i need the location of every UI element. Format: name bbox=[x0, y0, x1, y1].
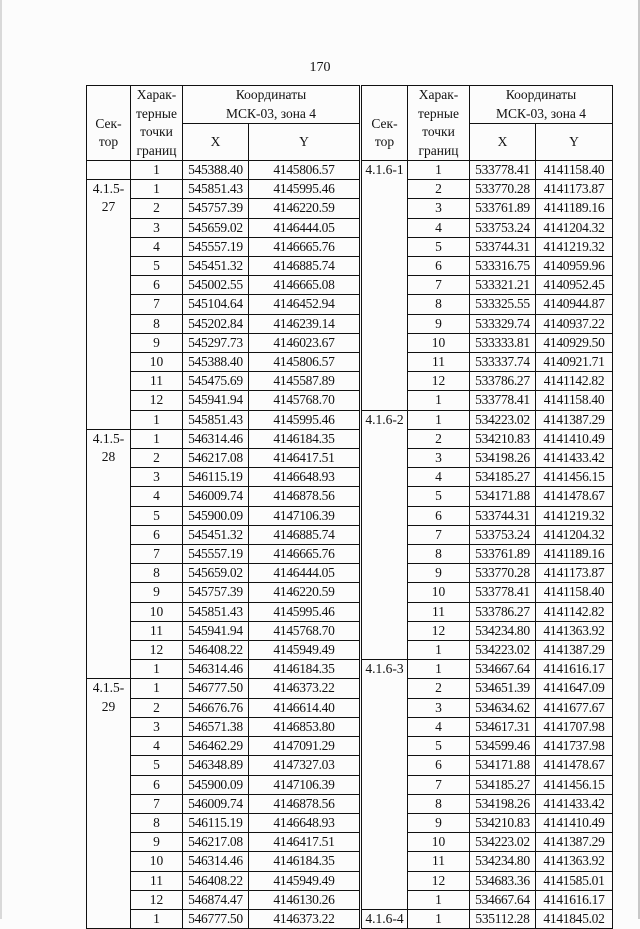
point-number-cell: 12 bbox=[131, 641, 183, 660]
x-coordinate-cell: 546571.38 bbox=[183, 717, 249, 736]
y-coordinate-cell: 4146878.56 bbox=[249, 794, 360, 813]
x-coordinate-cell: 545475.69 bbox=[183, 372, 249, 391]
point-number-cell: 7 bbox=[408, 775, 470, 794]
coordinates-table-right bbox=[361, 85, 613, 929]
point-number-cell: 2 bbox=[131, 199, 183, 218]
x-coordinate-cell: 546462.29 bbox=[183, 737, 249, 756]
point-number-cell: 12 bbox=[131, 391, 183, 410]
point-number-cell: 6 bbox=[131, 775, 183, 794]
x-coordinate-cell: 546408.22 bbox=[183, 871, 249, 890]
x-coordinate-cell: 545659.02 bbox=[183, 218, 249, 237]
point-number-cell: 1 bbox=[131, 410, 183, 429]
sector-header bbox=[87, 86, 131, 161]
y-coordinate-cell: 4141456.15 bbox=[536, 775, 613, 794]
x-coordinate-cell: 546777.50 bbox=[183, 909, 249, 928]
y-coordinate-cell: 4141410.49 bbox=[536, 813, 613, 832]
x-coordinate-cell: 533333.81 bbox=[470, 333, 536, 352]
y-coordinate-cell: 4145768.70 bbox=[249, 621, 360, 640]
y-coordinate-cell: 4147091.29 bbox=[249, 737, 360, 756]
sector-cell: 4.1.5-29 bbox=[87, 679, 131, 929]
y-coordinate-cell: 4141219.32 bbox=[536, 237, 613, 256]
y-coordinate-cell: 4146885.74 bbox=[249, 525, 360, 544]
point-number-cell: 6 bbox=[131, 276, 183, 295]
y-coordinate-cell: 4146184.35 bbox=[249, 660, 360, 679]
point-number-cell: 5 bbox=[408, 737, 470, 756]
y-coordinate-cell: 4146614.40 bbox=[249, 698, 360, 717]
point-number-cell: 9 bbox=[131, 333, 183, 352]
point-number-cell: 10 bbox=[131, 852, 183, 871]
point-number-cell: 11 bbox=[131, 871, 183, 890]
table-row bbox=[87, 429, 360, 448]
point-number-cell: 8 bbox=[408, 545, 470, 564]
x-header: X bbox=[470, 124, 536, 161]
y-coordinate-cell: 4146220.59 bbox=[249, 583, 360, 602]
y-coordinate-cell: 4146665.76 bbox=[249, 237, 360, 256]
y-coordinate-cell: 4141189.16 bbox=[536, 199, 613, 218]
point-number-cell: 1 bbox=[131, 909, 183, 928]
x-coordinate-cell: 546115.19 bbox=[183, 468, 249, 487]
x-coordinate-cell: 533761.89 bbox=[470, 199, 536, 218]
x-coordinate-cell: 545451.32 bbox=[183, 525, 249, 544]
table-row bbox=[362, 909, 613, 928]
point-number-cell: 8 bbox=[131, 314, 183, 333]
x-coordinate-cell: 534210.83 bbox=[470, 813, 536, 832]
point-number-cell: 1 bbox=[408, 391, 470, 410]
y-coordinate-cell: 4141363.92 bbox=[536, 621, 613, 640]
y-coordinate-cell: 4145949.49 bbox=[249, 871, 360, 890]
y-coordinate-cell: 4141616.17 bbox=[536, 890, 613, 909]
point-number-cell: 4 bbox=[408, 717, 470, 736]
table-header bbox=[362, 86, 613, 161]
table-header bbox=[87, 86, 360, 161]
y-coordinate-cell: 4141387.29 bbox=[536, 641, 613, 660]
point-number-cell: 6 bbox=[408, 506, 470, 525]
x-coordinate-cell: 534651.39 bbox=[470, 679, 536, 698]
table-body bbox=[87, 161, 360, 929]
y-coordinate-cell: 4141158.40 bbox=[536, 583, 613, 602]
y-coordinate-cell: 4146417.51 bbox=[249, 449, 360, 468]
y-coordinate-cell: 4140921.71 bbox=[536, 353, 613, 372]
x-coordinate-cell: 535112.28 bbox=[470, 909, 536, 928]
points-header-label: Харак-терные точки границ bbox=[418, 87, 459, 158]
y-coordinate-cell: 4141173.87 bbox=[536, 180, 613, 199]
y-coordinate-cell: 4146373.22 bbox=[249, 679, 360, 698]
x-coordinate-cell: 534599.46 bbox=[470, 737, 536, 756]
y-coordinate-cell: 4146184.35 bbox=[249, 852, 360, 871]
point-number-cell: 7 bbox=[408, 276, 470, 295]
y-coordinate-cell: 4146665.08 bbox=[249, 276, 360, 295]
y-coordinate-cell: 4141456.15 bbox=[536, 468, 613, 487]
y-coordinate-cell: 4145806.57 bbox=[249, 353, 360, 372]
point-number-cell: 10 bbox=[408, 833, 470, 852]
y-coordinate-cell: 4141433.42 bbox=[536, 449, 613, 468]
y-coordinate-cell: 4146665.76 bbox=[249, 545, 360, 564]
y-coordinate-cell: 4140929.50 bbox=[536, 333, 613, 352]
y-coordinate-cell: 4146417.51 bbox=[249, 833, 360, 852]
x-coordinate-cell: 545851.43 bbox=[183, 180, 249, 199]
point-number-cell: 4 bbox=[131, 237, 183, 256]
y-coordinate-cell: 4145949.49 bbox=[249, 641, 360, 660]
x-coordinate-cell: 534171.88 bbox=[470, 487, 536, 506]
y-coordinate-cell: 4141387.29 bbox=[536, 833, 613, 852]
x-coordinate-cell: 534667.64 bbox=[470, 890, 536, 909]
y-header: Y bbox=[249, 124, 360, 161]
y-coordinate-cell: 4145995.46 bbox=[249, 602, 360, 621]
y-coordinate-cell: 4141189.16 bbox=[536, 545, 613, 564]
x-coordinate-cell: 545451.32 bbox=[183, 257, 249, 276]
point-number-cell: 9 bbox=[408, 564, 470, 583]
page-number: 170 bbox=[309, 60, 331, 75]
coords-header-label: Координаты МСК-03, зона 4 bbox=[495, 87, 587, 121]
x-coordinate-cell: 534683.36 bbox=[470, 871, 536, 890]
point-number-cell: 9 bbox=[408, 314, 470, 333]
y-coordinate-cell: 4141677.67 bbox=[536, 698, 613, 717]
point-number-cell: 8 bbox=[131, 813, 183, 832]
y-coordinate-cell: 4146239.14 bbox=[249, 314, 360, 333]
coords-header-label: Координаты МСК-03, зона 4 bbox=[225, 87, 317, 121]
x-coordinate-cell: 545557.19 bbox=[183, 545, 249, 564]
x-coordinate-cell: 533316.75 bbox=[470, 257, 536, 276]
y-coordinate-cell: 4141616.17 bbox=[536, 660, 613, 679]
x-coordinate-cell: 533321.21 bbox=[470, 276, 536, 295]
point-number-cell: 10 bbox=[131, 353, 183, 372]
point-number-cell: 1 bbox=[408, 641, 470, 660]
y-coordinate-cell: 4147106.39 bbox=[249, 506, 360, 525]
y-coordinate-cell: 4146220.59 bbox=[249, 199, 360, 218]
y-coordinate-cell: 4145995.46 bbox=[249, 180, 360, 199]
coords-header bbox=[470, 86, 613, 124]
sector-cell: 4.1.6-2 bbox=[362, 410, 408, 660]
x-coordinate-cell: 545659.02 bbox=[183, 564, 249, 583]
point-number-cell: 1 bbox=[408, 890, 470, 909]
x-coordinate-cell: 546115.19 bbox=[183, 813, 249, 832]
point-number-cell: 6 bbox=[131, 525, 183, 544]
x-coordinate-cell: 534185.27 bbox=[470, 775, 536, 794]
point-number-cell: 4 bbox=[131, 737, 183, 756]
x-coordinate-cell: 546217.08 bbox=[183, 449, 249, 468]
x-coordinate-cell: 534223.02 bbox=[470, 833, 536, 852]
x-coordinate-cell: 545202.84 bbox=[183, 314, 249, 333]
points-header bbox=[408, 86, 470, 161]
point-number-cell: 7 bbox=[131, 545, 183, 564]
point-number-cell: 4 bbox=[408, 218, 470, 237]
point-number-cell: 5 bbox=[131, 506, 183, 525]
x-coordinate-cell: 534634.62 bbox=[470, 698, 536, 717]
point-number-cell: 1 bbox=[131, 180, 183, 199]
x-coordinate-cell: 546217.08 bbox=[183, 833, 249, 852]
table-row bbox=[362, 410, 613, 429]
sector-cell: 4.1.5-28 bbox=[87, 429, 131, 679]
x-coordinate-cell: 534198.26 bbox=[470, 794, 536, 813]
point-number-cell: 1 bbox=[408, 909, 470, 928]
y-coordinate-cell: 4141478.67 bbox=[536, 487, 613, 506]
sector-header-label: Сек-тор bbox=[95, 115, 122, 149]
y-coordinate-cell: 4141433.42 bbox=[536, 794, 613, 813]
point-number-cell: 5 bbox=[408, 487, 470, 506]
y-coordinate-cell: 4140937.22 bbox=[536, 314, 613, 333]
y-coordinate-cell: 4146130.26 bbox=[249, 890, 360, 909]
point-number-cell: 11 bbox=[131, 621, 183, 640]
y-coordinate-cell: 4141387.29 bbox=[536, 410, 613, 429]
point-number-cell: 8 bbox=[408, 794, 470, 813]
x-coordinate-cell: 533786.27 bbox=[470, 602, 536, 621]
x-coordinate-cell: 533770.28 bbox=[470, 564, 536, 583]
point-number-cell: 1 bbox=[408, 660, 470, 679]
x-coordinate-cell: 545388.40 bbox=[183, 161, 249, 180]
sector-header-label: Сек-тор bbox=[371, 115, 398, 149]
point-number-cell: 6 bbox=[408, 257, 470, 276]
point-number-cell: 1 bbox=[131, 429, 183, 448]
x-coordinate-cell: 545900.09 bbox=[183, 775, 249, 794]
y-coordinate-cell: 4146853.80 bbox=[249, 717, 360, 736]
point-number-cell: 1 bbox=[408, 161, 470, 180]
point-number-cell: 2 bbox=[408, 679, 470, 698]
x-coordinate-cell: 533770.28 bbox=[470, 180, 536, 199]
x-coordinate-cell: 546314.46 bbox=[183, 852, 249, 871]
point-number-cell: 9 bbox=[408, 813, 470, 832]
x-coordinate-cell: 546314.46 bbox=[183, 429, 249, 448]
x-coordinate-cell: 546009.74 bbox=[183, 794, 249, 813]
y-coordinate-cell: 4141845.02 bbox=[536, 909, 613, 928]
point-number-cell: 5 bbox=[131, 756, 183, 775]
point-number-cell: 8 bbox=[408, 295, 470, 314]
y-coordinate-cell: 4147106.39 bbox=[249, 775, 360, 794]
point-number-cell: 5 bbox=[131, 257, 183, 276]
y-coordinate-cell: 4146878.56 bbox=[249, 487, 360, 506]
point-number-cell: 7 bbox=[131, 794, 183, 813]
sector-header bbox=[362, 86, 408, 161]
coordinates-table-left bbox=[86, 85, 360, 929]
scan-edge-left bbox=[0, 0, 2, 919]
point-number-cell: 12 bbox=[408, 372, 470, 391]
y-coordinate-cell: 4141173.87 bbox=[536, 564, 613, 583]
x-coordinate-cell: 533786.27 bbox=[470, 372, 536, 391]
point-number-cell: 7 bbox=[131, 295, 183, 314]
y-coordinate-cell: 4145995.46 bbox=[249, 410, 360, 429]
x-coordinate-cell: 533337.74 bbox=[470, 353, 536, 372]
y-coordinate-cell: 4141158.40 bbox=[536, 161, 613, 180]
point-number-cell: 11 bbox=[131, 372, 183, 391]
x-coordinate-cell: 546348.89 bbox=[183, 756, 249, 775]
point-number-cell: 10 bbox=[408, 583, 470, 602]
y-coordinate-cell: 4146444.05 bbox=[249, 564, 360, 583]
x-coordinate-cell: 534223.02 bbox=[470, 410, 536, 429]
point-number-cell: 12 bbox=[408, 871, 470, 890]
x-coordinate-cell: 545851.43 bbox=[183, 410, 249, 429]
y-coordinate-cell: 4146023.67 bbox=[249, 333, 360, 352]
y-coordinate-cell: 4141142.82 bbox=[536, 602, 613, 621]
y-coordinate-cell: 4146885.74 bbox=[249, 257, 360, 276]
y-coordinate-cell: 4146444.05 bbox=[249, 218, 360, 237]
y-coordinate-cell: 4140952.45 bbox=[536, 276, 613, 295]
x-coordinate-cell: 533778.41 bbox=[470, 391, 536, 410]
point-number-cell: 3 bbox=[408, 449, 470, 468]
y-coordinate-cell: 4145587.89 bbox=[249, 372, 360, 391]
table-row bbox=[362, 660, 613, 679]
point-number-cell: 11 bbox=[408, 852, 470, 871]
y-coordinate-cell: 4141478.67 bbox=[536, 756, 613, 775]
x-coordinate-cell: 545900.09 bbox=[183, 506, 249, 525]
x-coordinate-cell: 534210.83 bbox=[470, 429, 536, 448]
point-number-cell: 1 bbox=[131, 660, 183, 679]
point-number-cell: 2 bbox=[408, 180, 470, 199]
x-coordinate-cell: 546874.47 bbox=[183, 890, 249, 909]
point-number-cell: 12 bbox=[408, 621, 470, 640]
point-number-cell: 12 bbox=[131, 890, 183, 909]
y-coordinate-cell: 4141158.40 bbox=[536, 391, 613, 410]
table-row bbox=[87, 161, 360, 180]
y-coordinate-cell: 4146452.94 bbox=[249, 295, 360, 314]
point-number-cell: 9 bbox=[131, 583, 183, 602]
x-coordinate-cell: 545297.73 bbox=[183, 333, 249, 352]
x-coordinate-cell: 533744.31 bbox=[470, 506, 536, 525]
x-coordinate-cell: 534617.31 bbox=[470, 717, 536, 736]
x-coordinate-cell: 534234.80 bbox=[470, 621, 536, 640]
y-coordinate-cell: 4141363.92 bbox=[536, 852, 613, 871]
x-coordinate-cell: 534171.88 bbox=[470, 756, 536, 775]
sector-cell: 4.1.6-4 bbox=[362, 909, 408, 928]
x-coordinate-cell: 546777.50 bbox=[183, 679, 249, 698]
point-number-cell: 1 bbox=[131, 161, 183, 180]
x-coordinate-cell: 546676.76 bbox=[183, 698, 249, 717]
y-coordinate-cell: 4146648.93 bbox=[249, 468, 360, 487]
y-coordinate-cell: 4141204.32 bbox=[536, 525, 613, 544]
y-coordinate-cell: 4141204.32 bbox=[536, 218, 613, 237]
x-coordinate-cell: 545757.39 bbox=[183, 199, 249, 218]
x-coordinate-cell: 545851.43 bbox=[183, 602, 249, 621]
point-number-cell: 3 bbox=[131, 717, 183, 736]
point-number-cell: 11 bbox=[408, 602, 470, 621]
points-header bbox=[131, 86, 183, 161]
y-coordinate-cell: 4141647.09 bbox=[536, 679, 613, 698]
x-coordinate-cell: 545757.39 bbox=[183, 583, 249, 602]
x-coordinate-cell: 533744.31 bbox=[470, 237, 536, 256]
x-coordinate-cell: 533329.74 bbox=[470, 314, 536, 333]
x-coordinate-cell: 533325.55 bbox=[470, 295, 536, 314]
x-coordinate-cell: 534667.64 bbox=[470, 660, 536, 679]
y-coordinate-cell: 4141707.98 bbox=[536, 717, 613, 736]
point-number-cell: 8 bbox=[131, 564, 183, 583]
table-row bbox=[87, 679, 360, 698]
x-coordinate-cell: 534198.26 bbox=[470, 449, 536, 468]
point-number-cell: 4 bbox=[131, 487, 183, 506]
y-coordinate-cell: 4140944.87 bbox=[536, 295, 613, 314]
y-coordinate-cell: 4145768.70 bbox=[249, 391, 360, 410]
point-number-cell: 3 bbox=[408, 698, 470, 717]
points-header-label: Харак-терные точки границ bbox=[136, 87, 177, 158]
point-number-cell: 4 bbox=[408, 468, 470, 487]
x-coordinate-cell: 545941.94 bbox=[183, 621, 249, 640]
x-coordinate-cell: 534185.27 bbox=[470, 468, 536, 487]
point-number-cell: 2 bbox=[131, 449, 183, 468]
y-coordinate-cell: 4141219.32 bbox=[536, 506, 613, 525]
point-number-cell: 3 bbox=[408, 199, 470, 218]
y-coordinate-cell: 4140959.96 bbox=[536, 257, 613, 276]
table-row bbox=[362, 161, 613, 180]
x-coordinate-cell: 545557.19 bbox=[183, 237, 249, 256]
y-coordinate-cell: 4141737.98 bbox=[536, 737, 613, 756]
x-header: X bbox=[183, 124, 249, 161]
x-coordinate-cell: 546009.74 bbox=[183, 487, 249, 506]
sector-cell bbox=[87, 161, 131, 180]
point-number-cell: 3 bbox=[131, 468, 183, 487]
x-coordinate-cell: 546314.46 bbox=[183, 660, 249, 679]
coords-header bbox=[183, 86, 360, 124]
y-header: Y bbox=[536, 124, 613, 161]
point-number-cell: 7 bbox=[408, 525, 470, 544]
point-number-cell: 3 bbox=[131, 218, 183, 237]
point-number-cell: 10 bbox=[408, 333, 470, 352]
x-coordinate-cell: 534223.02 bbox=[470, 641, 536, 660]
point-number-cell: 5 bbox=[408, 237, 470, 256]
point-number-cell: 10 bbox=[131, 602, 183, 621]
y-coordinate-cell: 4147327.03 bbox=[249, 756, 360, 775]
y-coordinate-cell: 4146373.22 bbox=[249, 909, 360, 928]
point-number-cell: 6 bbox=[408, 756, 470, 775]
point-number-cell: 2 bbox=[408, 429, 470, 448]
x-coordinate-cell: 533761.89 bbox=[470, 545, 536, 564]
y-coordinate-cell: 4141585.01 bbox=[536, 871, 613, 890]
x-coordinate-cell: 533753.24 bbox=[470, 525, 536, 544]
y-coordinate-cell: 4141410.49 bbox=[536, 429, 613, 448]
sector-cell: 4.1.6-1 bbox=[362, 161, 408, 411]
point-number-cell: 9 bbox=[131, 833, 183, 852]
x-coordinate-cell: 546408.22 bbox=[183, 641, 249, 660]
x-coordinate-cell: 534234.80 bbox=[470, 852, 536, 871]
x-coordinate-cell: 545388.40 bbox=[183, 353, 249, 372]
point-number-cell: 11 bbox=[408, 353, 470, 372]
point-number-cell: 1 bbox=[408, 410, 470, 429]
sector-cell: 4.1.5-27 bbox=[87, 180, 131, 430]
x-coordinate-cell: 533778.41 bbox=[470, 161, 536, 180]
x-coordinate-cell: 533753.24 bbox=[470, 218, 536, 237]
point-number-cell: 1 bbox=[131, 679, 183, 698]
point-number-cell: 2 bbox=[131, 698, 183, 717]
y-coordinate-cell: 4146648.93 bbox=[249, 813, 360, 832]
y-coordinate-cell: 4146184.35 bbox=[249, 429, 360, 448]
sector-cell: 4.1.6-3 bbox=[362, 660, 408, 910]
x-coordinate-cell: 545104.64 bbox=[183, 295, 249, 314]
x-coordinate-cell: 545002.55 bbox=[183, 276, 249, 295]
table-body bbox=[362, 161, 613, 929]
y-coordinate-cell: 4145806.57 bbox=[249, 161, 360, 180]
x-coordinate-cell: 545941.94 bbox=[183, 391, 249, 410]
x-coordinate-cell: 533778.41 bbox=[470, 583, 536, 602]
y-coordinate-cell: 4141142.82 bbox=[536, 372, 613, 391]
table-row bbox=[87, 180, 360, 199]
